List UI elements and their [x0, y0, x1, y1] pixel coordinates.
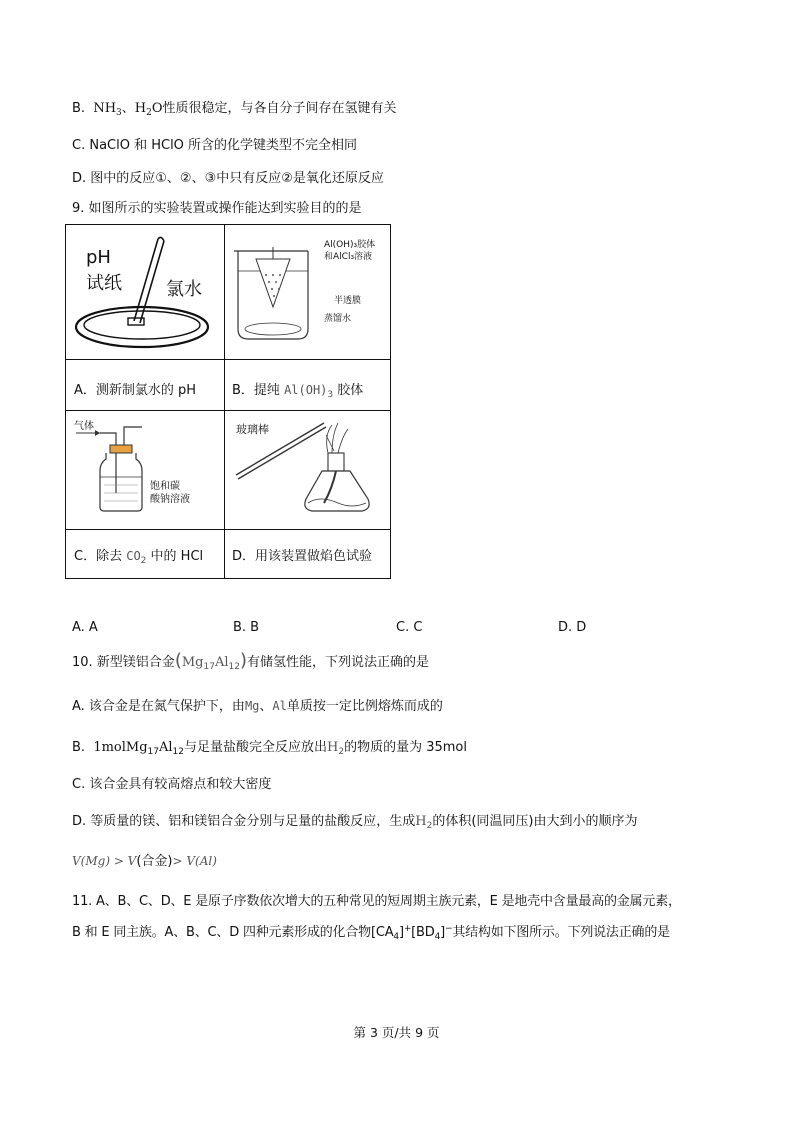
caption-text: C．除去 — [74, 549, 127, 564]
order-text: (合金) — [136, 854, 173, 869]
q9-choice-b: B. B — [233, 620, 260, 635]
option-label: B. — [72, 740, 86, 755]
q8-option-d: D. 图中的反应①、②、③中只有反应②是氧化还原反应 — [72, 171, 384, 186]
formula-subscript: 2 — [338, 747, 345, 757]
paren: ) — [239, 650, 247, 671]
q8-option-c: C. NaClO 和 HClO 所含的化学键类型不完全相同 — [72, 138, 358, 153]
stem-text: B 和 E 同主族。A、B、C、D 四种元素形成的化合物[CA — [72, 925, 394, 940]
formula-text: > V(Al) — [172, 854, 217, 868]
option-text: 性质很稳定，与各自分子间存在氢键有关 — [162, 101, 397, 116]
formula-text: 1molMg — [93, 740, 148, 755]
formula-subscript: 12 — [228, 662, 240, 672]
formula-text: Al — [159, 740, 173, 755]
table-divider — [66, 529, 390, 530]
caption-a: A．测新制氯水的 pH — [74, 383, 197, 398]
formula-subscript: 2 — [140, 556, 147, 566]
formula-subscript: 17 — [147, 747, 159, 757]
stem-text: 其结构如下图所示。下列说法正确的是 — [452, 925, 670, 940]
formula-subscript: 4 — [434, 932, 441, 942]
caption-text: 胶体 — [333, 383, 364, 398]
label-gas: 气体 — [74, 421, 94, 432]
label-colloid: Al(OH)₃胶体 — [324, 240, 376, 250]
caption-text: 中的 HCl — [146, 549, 204, 564]
caption-b — [232, 379, 363, 400]
q10-option-d — [72, 813, 638, 835]
q11-stem-line2 — [72, 920, 670, 946]
formula-text: Mg — [181, 655, 204, 670]
formula-subscript: 2 — [146, 108, 152, 118]
separator: 、 — [121, 101, 135, 116]
label-saturated-carbonate-2: 酸钠溶液 — [150, 494, 190, 505]
formula-text: O — [151, 101, 163, 116]
formula-text: V(Mg) > V — [72, 854, 137, 868]
q10-option-a — [72, 697, 443, 716]
q11-stem-line1: 11. A、B、C、D、E 是原子序数依次增大的五种常见的短周期主族元素，E 是地壳中含量最高的金属元素， — [72, 894, 681, 909]
stem-text: 10. 新型镁铝合金 — [72, 655, 175, 670]
formula-text: Al — [272, 699, 287, 713]
formula-subscript: 12 — [172, 747, 184, 757]
formula-subscript: 4 — [393, 932, 399, 942]
formula-text: H — [134, 101, 147, 116]
option-text: D. 等质量的镁、铝和镁铝合金分别与足量的盐酸反应，生成 — [72, 814, 416, 829]
formula-text: Al(OH) — [284, 383, 328, 397]
table-divider — [66, 359, 390, 360]
stem-text: [BD — [411, 925, 435, 940]
table-divider — [66, 410, 390, 411]
formula-superscript: + — [403, 924, 412, 934]
stem-text: 有储氢性能，下列说法正确的是 — [246, 655, 429, 670]
label-distilled-water: 蒸馏水 — [324, 314, 352, 324]
label-solution: 和AlCl₃溶液 — [324, 252, 373, 262]
q10-stem — [72, 652, 429, 676]
q10-option-b — [72, 739, 467, 761]
option-text: 的体积(同温同压)由大到小的顺序为 — [432, 814, 638, 829]
caption-c — [74, 545, 203, 566]
label-saturated-carbonate-1: 饱和碳 — [150, 481, 180, 492]
formula-text: Al — [214, 655, 229, 670]
formula-superscript: − — [444, 924, 453, 934]
formula-subscript: 3 — [116, 108, 122, 118]
caption-text: B．提纯 — [232, 383, 285, 398]
stem-text: ] — [440, 925, 445, 940]
q10-volume-order — [72, 852, 217, 871]
caption-d: D．用该装置做焰色试验 — [232, 549, 373, 564]
q9-stem: 9. 如图所示的实验装置或操作能达到实验目的的是 — [72, 201, 362, 216]
q8-option-b — [72, 100, 397, 122]
table-divider — [224, 225, 225, 578]
option-text: 与足量盐酸完全反应放出 — [184, 740, 328, 755]
formula-text: H — [415, 814, 427, 829]
q9-choice-a: A. A — [72, 620, 98, 635]
q10-option-c: C. 该合金具有较高熔点和较大密度 — [72, 777, 272, 792]
formula-text: Mg — [244, 699, 260, 713]
label-chlorine-water: 氯水 — [166, 279, 202, 300]
formula-subscript: 3 — [327, 390, 334, 400]
formula-nh3 — [93, 101, 121, 116]
dialysis-diagram — [228, 229, 318, 355]
option-text: 的物质的量为 35mol — [344, 740, 467, 755]
separator: 、 — [259, 699, 273, 714]
option-label: B. — [72, 101, 86, 116]
paren: ( — [174, 650, 182, 671]
q9-figure-table — [65, 224, 391, 579]
formula-h2o — [135, 101, 163, 116]
label-ph: pH — [86, 247, 111, 268]
formula-text: CO — [126, 549, 141, 563]
formula-subscript: 2 — [426, 821, 433, 831]
page-footer: 第 3 页/共 9 页 — [353, 1025, 440, 1040]
stem-text: ] — [398, 925, 404, 940]
option-text: 单质按一定比例熔炼而成的 — [286, 699, 443, 714]
option-text: A. 该合金是在氮气保护下，由 — [72, 699, 245, 714]
formula-text: NH — [93, 101, 117, 116]
formula-text: H — [327, 740, 339, 755]
formula-subscript: 17 — [203, 662, 215, 672]
label-test-paper: 试纸 — [86, 273, 122, 294]
q9-choice-d: D. D — [558, 620, 587, 635]
label-glass-rod: 玻璃棒 — [236, 423, 269, 436]
q9-choice-c: C. C — [396, 620, 423, 635]
label-membrane: 半透膜 — [334, 296, 362, 306]
